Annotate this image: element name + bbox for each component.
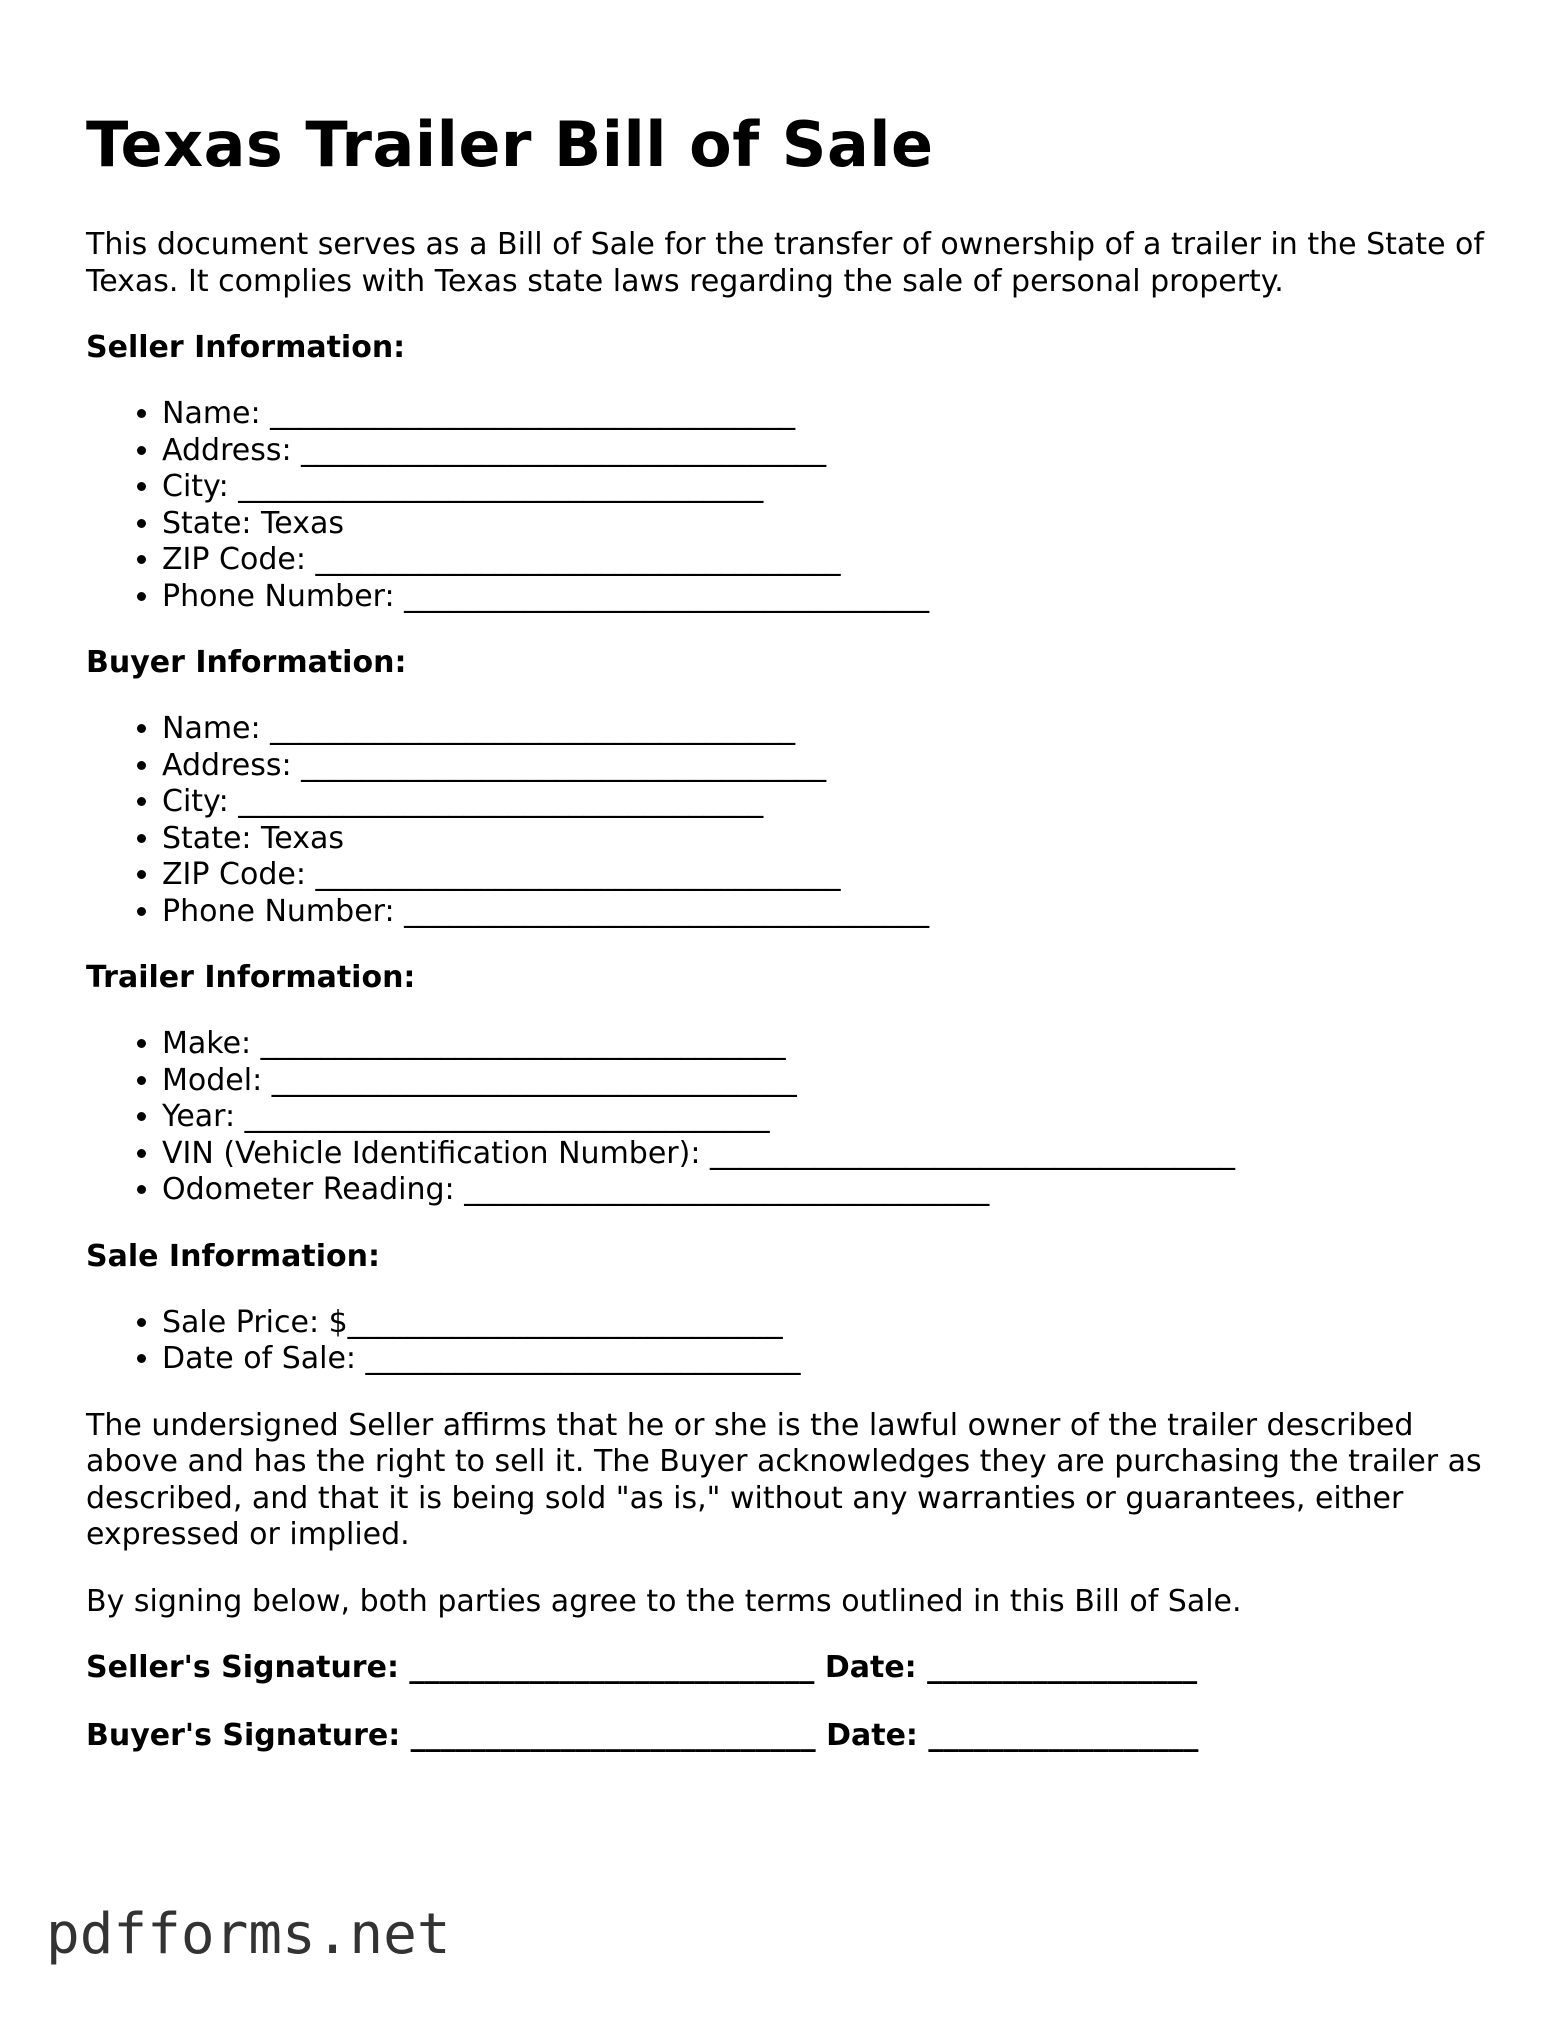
sale-info-list [86, 1305, 1486, 1378]
seller-section-heading: Seller Information: [86, 330, 406, 365]
trailer-odometer-field: • Odometer Reading: ___________________________________ [162, 1172, 1486, 1209]
buyer-city-field: • City: ___________________________________ [162, 784, 1486, 821]
intro-paragraph: This document serves as a Bill of Sale for the transfer of ownership of a trailer in the State of Texas. It complies with Texas state laws regarding the sale of personal property. [86, 227, 1484, 299]
seller-signature-line: Seller's Signature: ___________________________ Date: __________________ [86, 1650, 1198, 1685]
buyer-address-field: • Address: ___________________________________ [162, 748, 1486, 785]
seller-address-field: • Address: ___________________________________ [162, 433, 1486, 470]
sale-date-field: • Date of Sale: _____________________________ [162, 1341, 1486, 1378]
affirmation-paragraph: The undersigned Seller affirms that he or she is the lawful owner of the trailer described above and has the right to sell it. The Buyer acknowledges they are purchasing the trailer as described, and that it is being sold "as is," without any warranties or guarantees, either expressed or implied. [86, 1407, 1482, 1552]
buyer-phone-field: • Phone Number: ___________________________________ [162, 894, 1486, 931]
footer-watermark: pdfforms.net [46, 1902, 451, 1967]
trailer-year-field: • Year: ___________________________________ [162, 1099, 1486, 1136]
document-page [86, 105, 1486, 1786]
buyer-section-heading: Buyer Information: [86, 645, 407, 680]
buyer-info-list [86, 711, 1486, 930]
seller-phone-field: • Phone Number: ___________________________________ [162, 579, 1486, 616]
trailer-model-field: • Model: ___________________________________ [162, 1063, 1486, 1100]
buyer-zip-field: • ZIP Code: ___________________________________ [162, 857, 1486, 894]
trailer-section-heading: Trailer Information: [86, 960, 416, 995]
trailer-info-list [86, 1026, 1486, 1209]
document-title: Texas Trailer Bill of Sale [86, 108, 934, 181]
trailer-make-field: • Make: ___________________________________ [162, 1026, 1486, 1063]
buyer-signature-line: Buyer's Signature: ___________________________ Date: __________________ [86, 1718, 1199, 1753]
seller-zip-field: • ZIP Code: ___________________________________ [162, 542, 1486, 579]
seller-name-field: • Name: ___________________________________ [162, 396, 1486, 433]
sale-price-field: • Sale Price: $_____________________________ [162, 1305, 1486, 1342]
buyer-state-field: • State: Texas [162, 821, 1486, 858]
buyer-name-field: • Name: ___________________________________ [162, 711, 1486, 748]
seller-city-field: • City: ___________________________________ [162, 469, 1486, 506]
seller-info-list [86, 396, 1486, 615]
agreement-paragraph: By signing below, both parties agree to the terms outlined in this Bill of Sale. [86, 1583, 1242, 1619]
sale-section-heading: Sale Information: [86, 1238, 380, 1274]
trailer-vin-field: • VIN (Vehicle Identification Number): ___________________________________ [162, 1136, 1486, 1173]
seller-state-field: • State: Texas [162, 506, 1486, 543]
